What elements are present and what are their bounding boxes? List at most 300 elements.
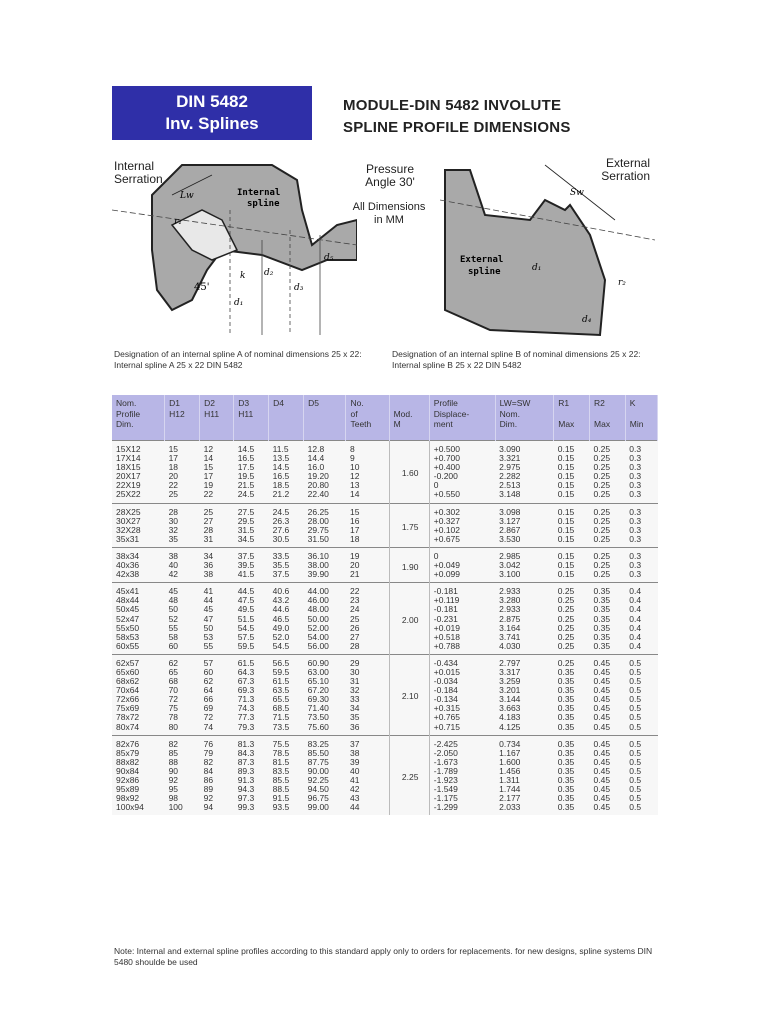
table-cell: 35x31	[116, 533, 140, 544]
table-cell: 96.75	[307, 793, 329, 804]
table-cell: 60.90	[304, 654, 346, 668]
column-header-line: Nom.	[499, 408, 520, 419]
table-cell: 0.45	[593, 666, 611, 677]
table-cell: 0.45	[593, 703, 611, 714]
footnote: Note: Internal and external spline profiles according to this standard apply only to orders for replacements. for new designs, spline systems DIN 5480 shoulde be used	[114, 946, 653, 967]
table-cell: 0.4	[629, 604, 642, 615]
table-cell: 21.2	[272, 489, 290, 500]
table-cell: 0.45	[593, 802, 611, 813]
table-cell: 0.3	[629, 569, 642, 580]
table-cell: 75.5	[269, 735, 304, 749]
units-label	[348, 201, 430, 227]
column-header-line: LW=SW	[499, 398, 531, 408]
table-cell: -0.200	[433, 471, 458, 482]
table-cell: 30	[349, 666, 360, 677]
table-cell: 3.530	[499, 533, 521, 544]
d1-ext-label: d₁	[532, 263, 542, 273]
table-cell: 32X28	[116, 524, 141, 535]
table-cell: 14.4	[307, 453, 325, 464]
table-cell: 57.5	[237, 631, 255, 642]
table-cell: 75	[168, 703, 179, 714]
table-cell: 1.456	[499, 765, 521, 776]
table-cell: 49.5	[237, 604, 255, 615]
table-cell: +0.500	[429, 441, 495, 455]
table-cell: 24.5	[237, 489, 255, 500]
column-header-line: Teeth	[350, 419, 372, 429]
table-cell: 0.35	[593, 622, 611, 633]
table-cell: 29.75	[307, 524, 329, 535]
table-cell: 0.25	[590, 441, 626, 455]
table-cell: 0.25	[593, 515, 611, 526]
table-cell: +0.700	[433, 453, 461, 464]
table-cell: +0.715	[433, 721, 461, 732]
column-header-line: Profile	[116, 408, 141, 419]
table-cell: 0.25	[593, 533, 611, 544]
table-cell: 85.50	[307, 747, 329, 758]
table-cell: 41	[349, 775, 360, 785]
table-cell: 3.164	[499, 622, 521, 633]
table-cell: 0.45	[593, 721, 611, 732]
table-cell: 64	[203, 685, 214, 696]
table-cell: 15	[203, 462, 214, 473]
column-header-line: M	[393, 419, 401, 429]
table-cell: 3.100	[499, 569, 521, 580]
table-cell: 1.311	[499, 775, 520, 785]
table-cell: 0.15	[557, 480, 575, 491]
table-cell: 3.317	[499, 666, 521, 677]
table-cell: 28.00	[307, 515, 329, 526]
table-cell: 21	[349, 569, 360, 580]
column-header-line: R1	[558, 398, 570, 408]
table-cell: 62	[165, 654, 200, 668]
units-line-1: All Dimensions	[352, 201, 426, 213]
column-header-line: K	[629, 398, 636, 408]
table-cell: 3.201	[499, 685, 521, 696]
table-cell: 67.20	[307, 685, 329, 696]
table-cell: 65.10	[307, 676, 329, 687]
table-cell: 56.00	[307, 640, 329, 651]
table-cell: 0.35	[590, 583, 626, 597]
table-cell: 54.00	[307, 631, 329, 642]
d3-label: d₃	[294, 283, 304, 293]
badge-line-1: DIN 5482	[176, 92, 248, 111]
table-cell: 0.15	[557, 560, 575, 571]
table-cell: 93.5	[272, 802, 290, 813]
table-cell: 48x44	[116, 595, 140, 606]
table-cell: 38	[165, 547, 200, 561]
table-cell: 0.45	[593, 694, 611, 705]
table-cell: 0.35	[593, 613, 611, 624]
table-cell: 0.25	[593, 489, 611, 500]
table-cell: -0.134	[433, 694, 458, 705]
table-cell: 39.90	[307, 569, 329, 580]
table-cell: 26.3	[272, 515, 290, 526]
table-cell: 99.00	[307, 802, 329, 813]
column-header-line: H11	[204, 408, 220, 419]
table-row	[112, 535, 658, 548]
table-cell: 0.35	[554, 735, 590, 749]
table-cell: 85.5	[272, 775, 290, 785]
table-cell: 52.0	[272, 631, 290, 642]
table-cell: 48	[168, 595, 179, 606]
table-cell: 0.5	[629, 802, 642, 813]
table-cell: 0.45	[593, 756, 611, 767]
table-cell: 4.030	[499, 640, 521, 651]
table-cell: 49.0	[272, 622, 290, 633]
table-cell: 64.3	[237, 666, 255, 677]
table-cell: 0.734	[495, 735, 554, 749]
table-cell: 2.875	[499, 613, 521, 624]
table-cell: 1.600	[499, 756, 521, 767]
table-cell: +0.550	[433, 489, 461, 500]
table-cell: -1.673	[433, 756, 458, 767]
table-row	[112, 668, 658, 677]
table-cell: 15X12	[112, 441, 165, 455]
table-cell: 40.6	[269, 583, 304, 597]
column-header-line: Nom.	[116, 398, 137, 408]
column-header-line: D4	[273, 398, 285, 408]
column-header-line	[169, 419, 197, 430]
table-cell: 0.25	[593, 560, 611, 571]
table-cell: 3.098	[495, 503, 554, 517]
table-cell: 86	[203, 775, 214, 785]
table-cell: 42x38	[116, 569, 140, 580]
table-cell: 2.933	[495, 583, 554, 597]
k-label: k	[240, 271, 246, 281]
table-cell: 83.25	[304, 735, 346, 749]
table-cell: 0.3	[625, 441, 657, 455]
table-cell: 71.5	[272, 712, 290, 723]
table-cell: +0.315	[433, 703, 461, 714]
angle-label: 45'	[194, 282, 210, 293]
table-cell: 0.45	[593, 765, 611, 776]
table-cell: 0.4	[629, 640, 642, 651]
designation-a-line-1: Designation of an internal spline A of nominal dimensions 25 x 22:	[114, 349, 362, 359]
table-cell: 27	[203, 515, 214, 526]
table-cell: 42	[349, 784, 360, 795]
table-cell: 14.5	[272, 462, 290, 473]
internal-spline-diagram	[112, 150, 357, 340]
column-header-line	[273, 409, 301, 420]
column-header-line: Dim.	[116, 419, 134, 429]
table-cell: 18X15	[116, 462, 141, 473]
table-cell: 18	[168, 462, 179, 473]
table-cell: 0.15	[557, 533, 575, 544]
table-cell: 3.090	[495, 441, 554, 455]
table-cell: 27.5	[234, 503, 269, 517]
table-cell: 0.4	[629, 631, 642, 642]
r2-label: r₂	[618, 278, 626, 288]
table-cell: 0	[433, 480, 439, 491]
table-cell: 4.183	[499, 712, 521, 723]
table-row	[112, 583, 658, 597]
table-cell: 40	[349, 765, 360, 776]
table-cell: 95	[168, 784, 179, 795]
table-cell: 81.5	[272, 756, 290, 767]
table-cell: 0.35	[557, 747, 575, 758]
column-header-line	[308, 419, 343, 430]
table-cell: 31.5	[237, 524, 255, 535]
table-cell: 26.25	[304, 503, 346, 517]
table-cell: 62x57	[112, 654, 165, 668]
table-cell: 32	[168, 524, 179, 535]
table-cell: 0.3	[629, 524, 642, 535]
column-header-line: No.	[350, 398, 364, 408]
table-row	[112, 642, 658, 655]
table-cell: 40x36	[116, 560, 140, 571]
table-cell: 0.4	[629, 595, 642, 606]
table-cell: 46.5	[272, 613, 290, 624]
table-cell: +0.788	[433, 640, 461, 651]
table-cell: 67.3	[237, 676, 255, 687]
table-cell: 0.45	[593, 685, 611, 696]
internal-spline-label-2: spline	[247, 199, 280, 209]
column-header-line	[558, 409, 587, 420]
table-cell: 2.177	[499, 793, 521, 804]
table-cell: 0.5	[629, 765, 642, 776]
table-cell: 38	[349, 747, 360, 758]
table-cell: 28X25	[112, 503, 165, 517]
table-row	[112, 624, 658, 633]
table-cell: 0.5	[629, 685, 642, 696]
table-cell: 52	[168, 613, 179, 624]
table-cell: 87.3	[237, 756, 255, 767]
column-header-line: D2	[204, 398, 215, 408]
table-cell: 22	[168, 480, 179, 491]
table-row	[112, 481, 658, 490]
designation-a-line-2: Internal spline A 25 x 22 DIN 5482	[114, 360, 243, 370]
table-cell: 37.5	[234, 547, 269, 561]
table-row	[112, 654, 658, 668]
table-cell: 0.3	[625, 503, 657, 517]
table-cell: 54.5	[237, 622, 255, 633]
table-cell: 45	[165, 583, 200, 597]
column-header-line: R2	[594, 398, 605, 408]
table-cell: 2.933	[499, 604, 521, 615]
table-cell: 34	[200, 547, 234, 561]
column-header	[112, 395, 165, 441]
table-cell: 26	[349, 622, 360, 633]
table-cell: 0.3	[625, 547, 657, 561]
table-cell: 0.5	[625, 735, 657, 749]
table-cell: 0.25	[593, 453, 611, 464]
title-line-1: MODULE-DIN 5482 INVOLUTE	[343, 97, 562, 114]
table-cell: 87.75	[307, 756, 329, 767]
table-cell: 0.4	[625, 583, 657, 597]
table-cell: 20	[168, 471, 179, 482]
table-cell: 0.35	[557, 694, 575, 705]
table-cell: 42	[168, 569, 179, 580]
table-cell: 31	[203, 533, 214, 544]
table-cell: 100x94	[116, 802, 144, 813]
table-cell: -0.434	[429, 654, 495, 668]
table-cell: 0.35	[557, 685, 575, 696]
table-cell: 45x41	[112, 583, 165, 597]
table-cell: 16.5	[237, 453, 255, 464]
table-cell: 50	[168, 604, 179, 615]
table-cell: 19.5	[237, 471, 255, 482]
table-cell: 36	[349, 721, 360, 732]
table-cell: 2.975	[499, 462, 521, 473]
table-cell: 0.3	[629, 462, 642, 473]
table-cell: 22X19	[116, 480, 141, 491]
table-cell: 1.167	[499, 747, 521, 758]
table-cell: 20	[349, 560, 360, 571]
table-cell: -0.184	[433, 685, 458, 696]
table-cell: 0.45	[593, 747, 611, 758]
column-header	[346, 395, 389, 441]
table-cell: 0	[429, 547, 495, 561]
table-cell: 72x66	[116, 694, 140, 705]
table-cell: 0.15	[557, 489, 575, 500]
column-header	[625, 395, 657, 441]
table-cell: 0.25	[557, 613, 575, 624]
table-row	[112, 463, 658, 472]
table-cell: 0.5	[629, 747, 642, 758]
table-cell: 10	[349, 462, 360, 473]
column-header	[554, 395, 590, 441]
table-cell: 74	[203, 721, 214, 732]
table-cell: 2.513	[499, 480, 521, 491]
table-cell: -0.231	[433, 613, 458, 624]
table-cell: +0.102	[433, 524, 461, 535]
table-cell: 0.35	[557, 703, 575, 714]
table-row	[112, 526, 658, 535]
table-cell: 0.5	[629, 756, 642, 767]
column-header-line: Profile	[433, 398, 458, 408]
table-cell: 66	[203, 694, 214, 705]
table-cell: 68x62	[116, 676, 140, 687]
table-header-row	[112, 395, 658, 441]
table-cell: 38.00	[307, 560, 329, 571]
table-cell: 0.4	[629, 613, 642, 624]
table-cell: 44.5	[234, 583, 269, 597]
table-cell: 80	[168, 721, 179, 732]
external-spline-diagram	[440, 150, 655, 340]
column-header	[200, 395, 234, 441]
table-cell: 94.50	[307, 784, 329, 795]
table-cell: 31	[349, 676, 360, 687]
table-cell: 52x47	[116, 613, 140, 624]
table-cell: 85	[168, 747, 179, 758]
table-cell: 0.5	[629, 694, 642, 705]
table-cell: +0.019	[433, 622, 461, 633]
table-cell: 34.5	[237, 533, 255, 544]
table-cell: 17	[349, 524, 360, 535]
table-cell: 27.6	[272, 524, 290, 535]
table-cell: 0.3	[629, 471, 642, 482]
table-cell: 0.3	[629, 489, 642, 500]
table-cell: -1.549	[433, 784, 458, 795]
table-cell: 92	[203, 793, 214, 804]
table-cell: -2.425	[429, 735, 495, 749]
table-cell: 63.5	[272, 685, 290, 696]
table-cell: 20X17	[116, 471, 141, 482]
table-cell: 0.25	[557, 622, 575, 633]
column-header	[389, 395, 429, 441]
table-row	[112, 803, 658, 815]
module-cell: 1.75	[389, 503, 429, 547]
table-row	[112, 472, 658, 481]
table-cell: 0.3	[629, 533, 642, 544]
table-cell: 82	[203, 756, 214, 767]
table-cell: 44.6	[272, 604, 290, 615]
table-row	[112, 503, 658, 517]
table-cell: 0.5	[629, 721, 642, 732]
table-cell: 21.5	[237, 480, 255, 491]
table-cell: 0.35	[557, 793, 575, 804]
table-cell: 36.10	[304, 547, 346, 561]
table-cell: 37.5	[272, 569, 290, 580]
table-cell: 20.80	[307, 480, 329, 491]
table-cell: 0.25	[593, 524, 611, 535]
table-cell: 65	[168, 666, 179, 677]
column-header-line: Max	[594, 419, 611, 429]
table-cell: 60	[168, 640, 179, 651]
table-cell: 0.5	[629, 712, 642, 723]
table-row	[112, 686, 658, 695]
module-cell: 1.60	[389, 441, 429, 504]
table-row	[112, 454, 658, 463]
table-cell: 78x72	[116, 712, 140, 723]
table-row	[112, 490, 658, 503]
table-cell: 95x89	[116, 784, 140, 795]
internal-label-line-2: Serration	[114, 172, 163, 186]
table-cell: 72	[203, 712, 214, 723]
table-cell: 0.15	[557, 569, 575, 580]
table-cell: 0.4	[629, 622, 642, 633]
table-cell: 0.15	[557, 515, 575, 526]
table-cell: 0.35	[557, 712, 575, 723]
column-header-line	[273, 419, 301, 430]
table-cell: 84.3	[237, 747, 255, 758]
table-cell: 37	[346, 735, 389, 749]
designation-b-line-1: Designation of an internal spline B of nominal dimensions 25 x 22:	[392, 349, 641, 359]
table-cell: 0.35	[557, 676, 575, 687]
table-cell: 58	[168, 631, 179, 642]
table-cell: 28	[165, 503, 200, 517]
table-row	[112, 615, 658, 624]
table-cell: 0.25	[557, 640, 575, 651]
table-cell: 75.60	[307, 721, 329, 732]
table-cell: 27	[349, 631, 360, 642]
table-cell: 0.35	[557, 765, 575, 776]
d4-label: d₄	[582, 315, 592, 325]
table-cell: 45	[203, 604, 214, 615]
table-cell: 89.3	[237, 765, 255, 776]
table-row	[112, 794, 658, 803]
table-row	[112, 749, 658, 758]
table-cell: 2.282	[499, 471, 521, 482]
table-cell: -0.181	[433, 604, 458, 615]
table-row	[112, 767, 658, 776]
table-cell: 0.45	[593, 712, 611, 723]
table-row	[112, 758, 658, 767]
table-cell: 41.5	[237, 569, 255, 580]
table-cell: 0.35	[593, 595, 611, 606]
title-badge	[112, 86, 312, 140]
table-cell: 22	[203, 489, 214, 500]
table-cell: 29	[346, 654, 389, 668]
table-cell: 69	[203, 703, 214, 714]
table-cell: 71.3	[237, 694, 255, 705]
table-row	[112, 695, 658, 704]
table-cell: 71.40	[307, 703, 329, 714]
designation-a	[114, 349, 384, 371]
table-cell: 13.5	[272, 453, 290, 464]
table-cell: 25	[349, 613, 360, 624]
table-cell: 0.5	[629, 784, 642, 795]
